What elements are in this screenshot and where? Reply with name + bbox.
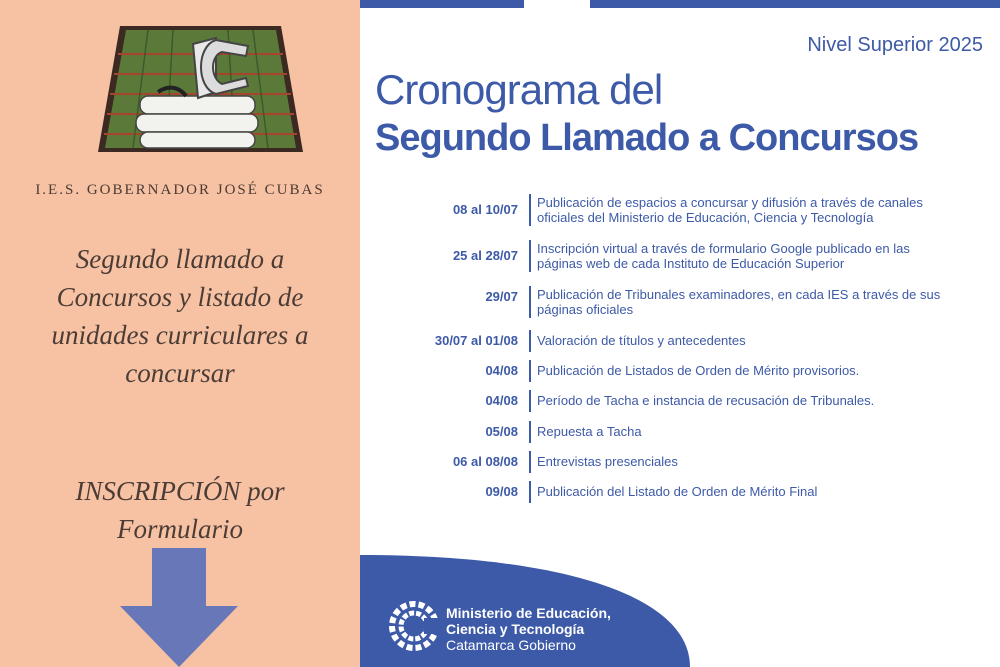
- schedule-divider: [529, 286, 531, 318]
- schedule-divider: [529, 481, 531, 503]
- schedule-date: 05/08: [485, 424, 518, 439]
- schedule-divider: [529, 194, 531, 226]
- schedule-divider: [529, 240, 531, 272]
- schedule-text: Publicación del Listado de Orden de Mérito Final: [537, 484, 818, 499]
- title-line-2: Segundo Llamado a Concursos: [375, 117, 919, 159]
- schedule-date: 04/08: [485, 363, 518, 378]
- ministry-logo-icon: [388, 600, 440, 652]
- schedule-text: Publicación de espacios a concursar y difusión a través de canales oficiales del Ministerio de Educación, Ciencia y Tecnología: [537, 195, 923, 225]
- schedule-date: 04/08: [485, 393, 518, 408]
- schedule-text: Entrevistas presenciales: [537, 454, 678, 469]
- registration-cta: INSCRIPCIÓN por Formulario: [75, 476, 285, 544]
- top-bar-left: [360, 0, 524, 8]
- schedule-date: 29/07: [485, 289, 518, 304]
- schedule-divider: [529, 421, 531, 443]
- schedule-divider: [529, 360, 531, 382]
- ministry-line-1: Ministerio de Educación,: [446, 605, 611, 621]
- ministry-line-2: Ciencia y Tecnología: [446, 621, 585, 637]
- title-line-1: Cronograma del: [375, 66, 663, 113]
- institution-name: I.E.S. GOBERNADOR JOSÉ CUBAS: [35, 182, 325, 198]
- schedule-divider: [529, 330, 531, 352]
- schedule-date: 25 al 28/07: [452, 248, 518, 263]
- arrow-down-icon: [120, 548, 238, 667]
- schedule-text: Período de Tacha e instancia de recusación de Tribunales.: [537, 393, 875, 408]
- call-description: Segundo llamado a Concursos y listado de unidades curriculares a concursar: [51, 244, 309, 388]
- institution-logo: [98, 24, 303, 154]
- schedule-text: Valoración de títulos y antecedentes: [537, 333, 746, 348]
- top-bar-right: [590, 0, 1000, 8]
- ministry-line-3: Catamarca Gobierno: [446, 637, 576, 653]
- right-panel: [360, 0, 1000, 667]
- ministry-text: [446, 605, 611, 653]
- level-year: Nivel Superior 2025: [807, 34, 983, 56]
- schedule-date: 30/07 al 01/08: [434, 333, 518, 348]
- schedule-text: Repuesta a Tacha: [537, 424, 642, 439]
- schedule-divider: [529, 451, 531, 473]
- schedule-date: 06 al 08/08: [452, 454, 518, 469]
- schedule-text: Publicación de Listados de Orden de Mérito provisorios.: [537, 363, 860, 378]
- schedule-text: Publicación de Tribunales examinadores, en cada IES a través de sus páginas oficiales: [537, 287, 941, 317]
- schedule-date: 09/08: [485, 484, 518, 499]
- schedule-divider: [529, 390, 531, 412]
- left-panel: [0, 0, 360, 667]
- schedule-date: 08 al 10/07: [452, 202, 518, 217]
- schedule-text: Inscripción virtual a través de formulario Google publicado en las páginas web de cada Instituto de Educación Superior: [537, 241, 910, 271]
